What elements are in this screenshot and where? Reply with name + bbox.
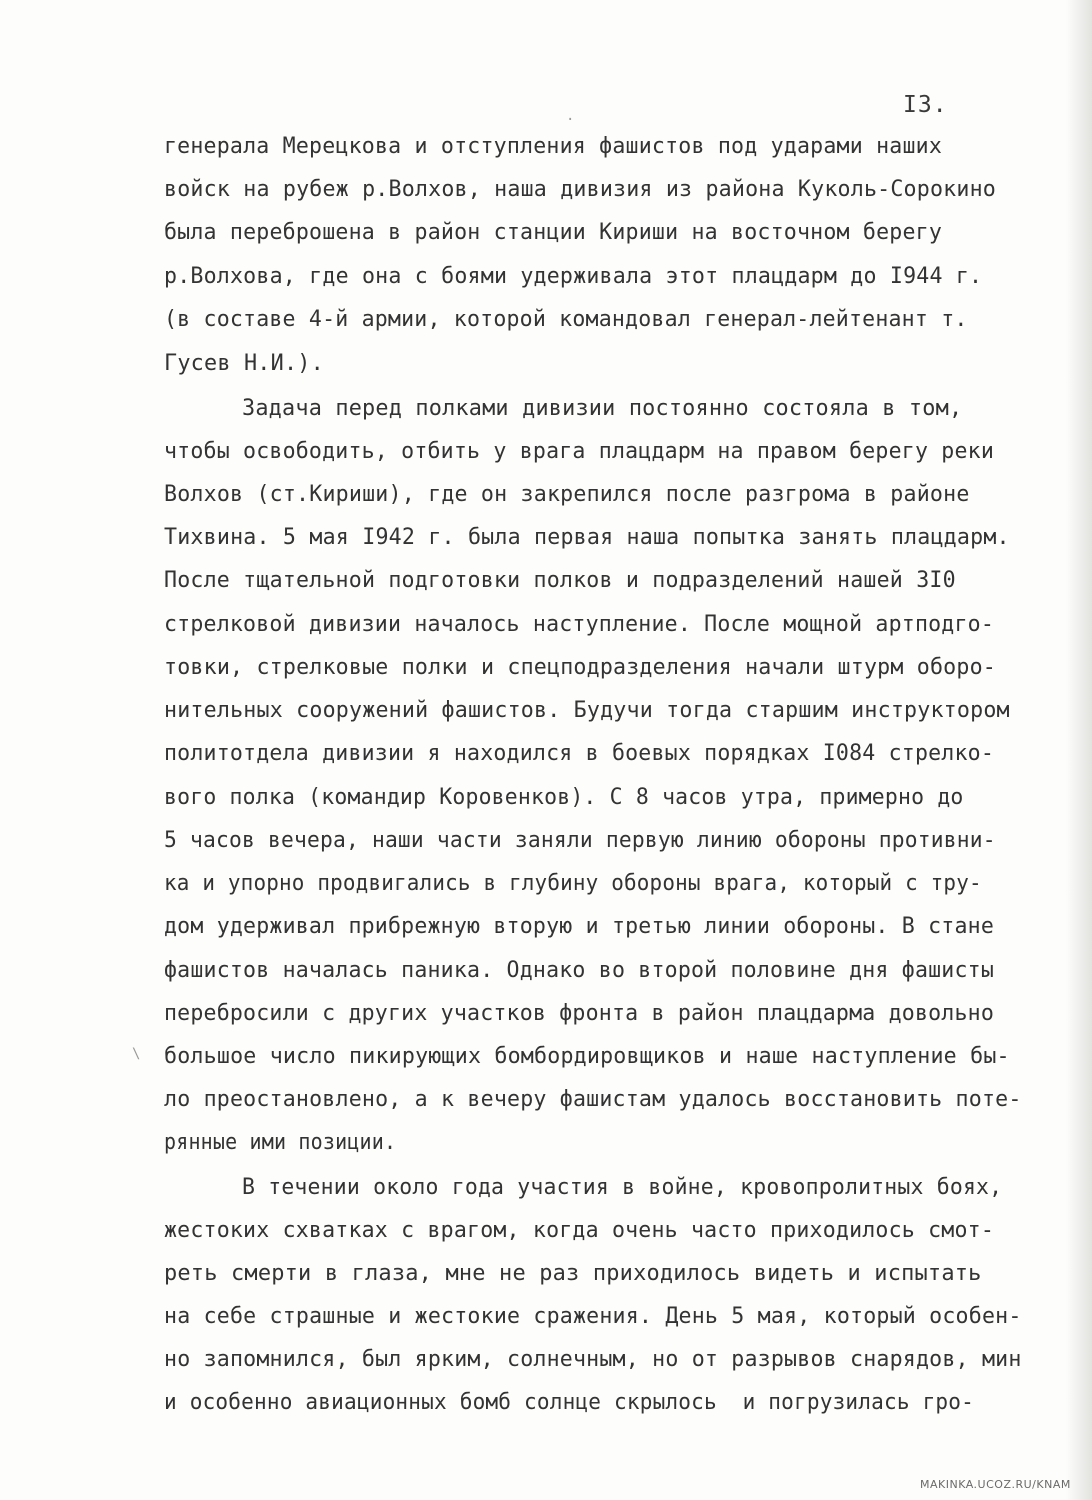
paper-speck: \ bbox=[132, 1046, 141, 1062]
text-line: (в составе 4-й армии, которой командовал генерал-лейтенант т. bbox=[164, 306, 968, 332]
text-line: Волхов (ст.Кириши), где он закрепился после разгрома в районе bbox=[164, 481, 970, 507]
page-number: I3. bbox=[903, 92, 948, 118]
page-edge-shadow bbox=[1066, 0, 1092, 1500]
text-line: товки, стрелковые полки и спецподразделения начали штурм оборо- bbox=[164, 654, 997, 680]
text-line: дом удерживал прибрежную вторую и третью линии обороны. В стане bbox=[164, 913, 995, 939]
text-line: нительных сооружений фашистов. Будучи тогда старшим инструктором bbox=[164, 697, 1010, 723]
text-line: Гусев Н.И.). bbox=[164, 350, 324, 376]
text-line: жестоких схватках с врагом, когда очень часто приходилось смот- bbox=[164, 1217, 995, 1243]
text-line: 5 часов вечера, наши части заняли первую линию обороны противни- bbox=[164, 827, 996, 853]
watermark: MAKINKA.UCOZ.RU/KNAM bbox=[920, 1478, 1071, 1491]
text-line: была переброшена в район станции Кириши на восточном берегу bbox=[164, 219, 943, 245]
text-line: стрелковой дивизии началось наступление. После мощной артподго- bbox=[164, 611, 995, 637]
text-line: р.Волхова, где она с боями удерживала этот плацдарм до I944 г. bbox=[164, 263, 983, 289]
text-line: перебросили с других участков фронта в район плацдарма довольно bbox=[164, 1000, 995, 1026]
text-line: большое число пикирующих бомбордировщиков и наше наступление бы- bbox=[164, 1043, 1010, 1069]
text-line: После тщательной подготовки полков и подразделений нашей 3I0 bbox=[164, 567, 956, 593]
text-line: ло преостановлено, а к вечеру фашистам удалось восстановить поте- bbox=[164, 1086, 1022, 1112]
text-line: Тихвина. 5 мая I942 г. была первая наша попытка занять плацдарм. bbox=[164, 524, 1010, 550]
text-line: войск на рубеж р.Волхов, наша дивизия из района Куколь-Сорокино bbox=[164, 176, 997, 202]
text-line: Задача перед полками дивизии постоянно состояла в том, bbox=[242, 395, 963, 421]
text-line: В течении около года участия в войне, кровопролитных боях, bbox=[242, 1174, 1003, 1200]
text-line: рянные ими позиции. bbox=[164, 1129, 397, 1155]
text-line: фашистов началась паника. Однако во второй половине дня фашисты bbox=[164, 957, 995, 983]
paper-speck: · bbox=[566, 112, 575, 128]
text-line: и особенно авиационных бомб солнце скрылось и погрузилась гро- bbox=[164, 1389, 975, 1415]
text-line: ка и упорно продвигались в глубину обороны врага, который с тру- bbox=[164, 870, 982, 896]
text-line: чтобы освободить, отбить у врага плацдарм на правом берегу реки bbox=[164, 438, 995, 464]
text-line: реть смерти в глаза, мне не раз приходилось видеть и испытать bbox=[164, 1260, 982, 1286]
text-line: вого полка (командир Коровенков). С 8 часов утра, примерно до bbox=[164, 784, 964, 810]
text-line: генерала Мерецкова и отступления фашистов под ударами наших bbox=[164, 133, 943, 159]
text-line: на себе страшные и жестокие сражения. День 5 мая, который особен- bbox=[164, 1303, 1022, 1329]
text-line: но запомнился, был ярким, солнечным, но от разрывов снарядов, мин bbox=[164, 1346, 1022, 1372]
text-line: политотдела дивизии я находился в боевых порядках I084 стрелко- bbox=[164, 740, 995, 766]
